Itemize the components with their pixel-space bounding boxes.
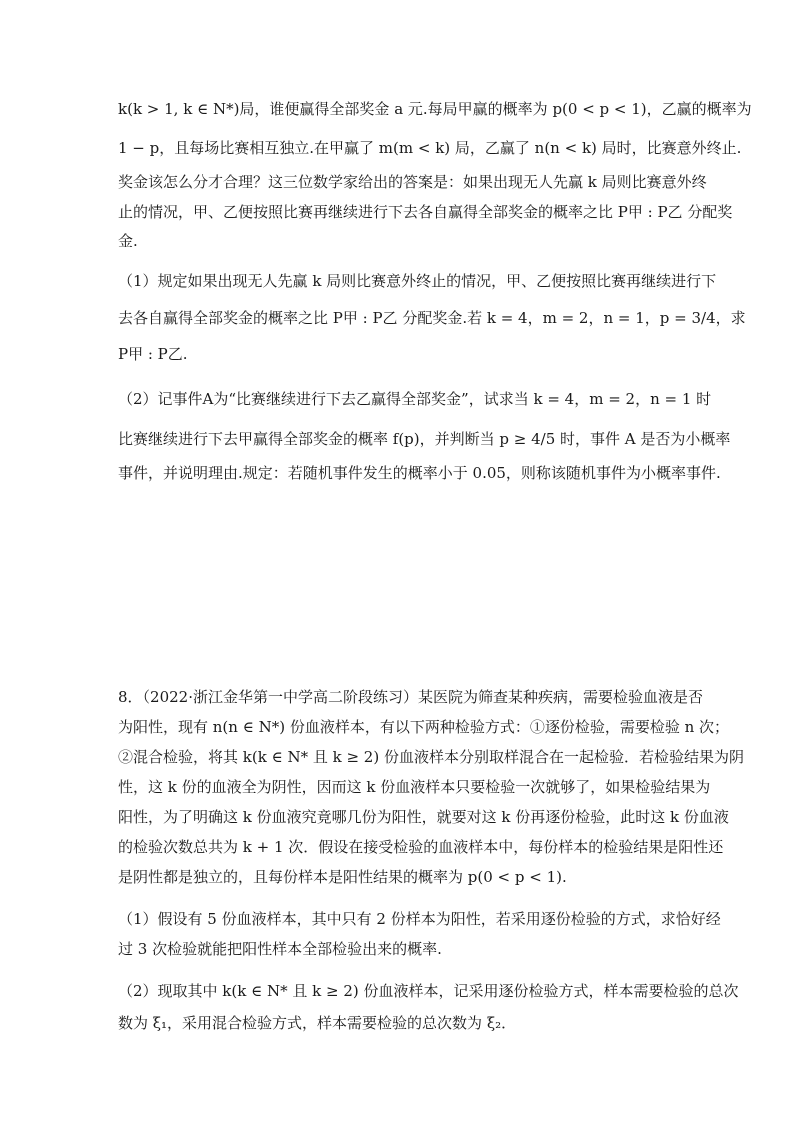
p8-line-2: 为阳性，现有 n(n ∈ N*) 份血液样本，有以下两种检验方式：①逐份检验，需要检验 n 次； [118, 718, 730, 736]
p7-part2-line-3: 事件，并说明理由.规定：若随机事件发生的概率小于 0.05，则称该随机事件为小概率事件. [118, 464, 721, 482]
p8-part2-line-1: （2）现取其中 k(k ∈ N* 且 k ≥ 2) 份血液样本，记采用逐份检验方式，样本需要检验的总次 [118, 982, 739, 1000]
p7-line-1: k(k > 1, k ∈ N*)局，谁便赢得全部奖金 a 元.每局甲赢的概率为 p(0 < p < 1)，乙赢的概率为 [118, 100, 752, 118]
p8-line-7: 是阴性都是独立的，且每份样本是阳性结果的概率为 p(0 < p < 1). [118, 868, 567, 886]
p8-line-6: 的检验次数总共为 k + 1 次．假设在接受检验的血液样本中，每份样本的检验结果是阳性还 [118, 838, 724, 856]
p8-part2-line-2: 数为 ξ₁，采用混合检验方式，样本需要检验的总次数为 ξ₂． [118, 1014, 517, 1032]
p7-part1-line-3: P甲 : P乙. [118, 345, 188, 363]
p7-line-3: 奖金该怎么分才合理？这三位数学家给出的答案是：如果出现无人先赢 k 局则比赛意外终 [118, 173, 707, 191]
p8-line-4: 性，这 k 份的血液全为阴性，因而这 k 份血液样本只要检验一次就够了，如果检验结果为 [118, 778, 711, 796]
p8-part1-line-1: （1）假设有 5 份血液样本，其中只有 2 份样本为阳性，若采用逐份检验的方式，求恰好经 [118, 910, 721, 928]
p7-part2-line-1: （2）记事件A为“比赛继续进行下去乙赢得全部奖金”，试求当 k = 4，m = 2，n = 1 时 [118, 390, 712, 408]
p7-part2-line-2: 比赛继续进行下去甲赢得全部奖金的概率 f(p)，并判断当 p ≥ 4/5 时，事件 A 是否为小概率 [118, 430, 731, 448]
p8-line-5: 阳性，为了明确这 k 份血液究竟哪几份为阳性，就要对这 k 份再逐份检验，此时这 k 份血液 [118, 808, 729, 826]
p7-part1-line-1: （1）规定如果出现无人先赢 k 局则比赛意外终止的情况，甲、乙便按照比赛再继续进行下 [118, 272, 717, 290]
p7-part1-line-2: 去各自赢得全部奖金的概率之比 P甲 : P乙 分配奖金.若 k = 4，m = 2，n = 1，p = 3/4，求 [118, 309, 746, 327]
p7-line-2: 1 − p，且每场比赛相互独立.在甲赢了 m(m < k) 局，乙赢了 n(n < k) 局时，比赛意外终止. [118, 139, 742, 157]
p8-line-3: ②混合检验，将其 k(k ∈ N* 且 k ≥ 2) 份血液样本分别取样混合在一起检验．若检验结果为阴 [118, 748, 744, 766]
p8-part1-line-2: 过 3 次检验就能把阳性样本全部检验出来的概率. [118, 940, 442, 958]
p7-line-4: 止的情况，甲、乙便按照比赛再继续进行下去各自赢得全部奖金的概率之比 P甲 : P乙 分配奖 [118, 203, 733, 221]
p8-line-1: 8．（2022·浙江金华第一中学高二阶段练习）某医院为筛查某种疾病，需要检验血液是否 [118, 688, 703, 706]
p7-line-5: 金. [118, 232, 138, 250]
